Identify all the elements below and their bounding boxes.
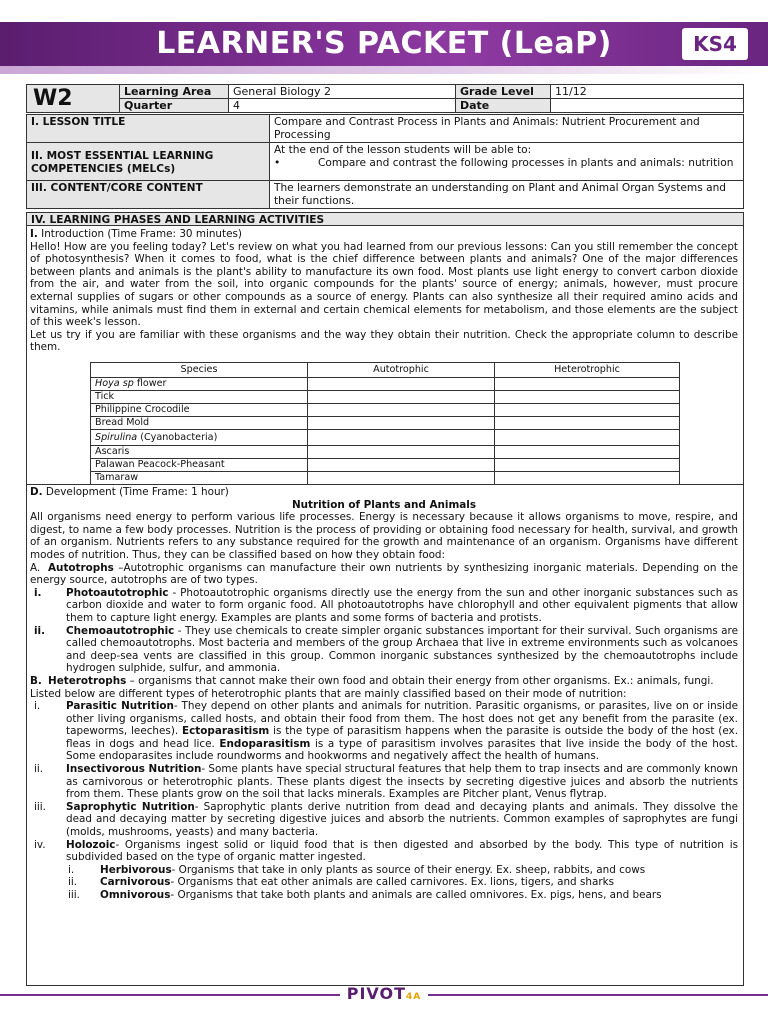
autotrophic-header: Autotrophic (308, 363, 495, 378)
week-label: W2 (27, 85, 120, 113)
footer-rule-right (428, 994, 768, 996)
introduction-instruction: Let us try if you are familiar with these organisms and the way they obtain their nutrition. Check the appropriate column to describe them. (30, 328, 738, 354)
autotrophic-cell[interactable] (308, 472, 495, 485)
learning-area-label: Learning Area (120, 85, 229, 99)
heterotrophic-cell[interactable] (495, 404, 680, 417)
heterotrophic-cell[interactable] (495, 391, 680, 404)
table-row (91, 391, 680, 404)
heterotrophic-cell[interactable] (495, 417, 680, 430)
pivot-logo: PIVOT4A (346, 984, 422, 1003)
quarter-value: 4 (229, 99, 456, 113)
species-name: Philippine Crocodile (91, 404, 308, 417)
table-row (91, 417, 680, 430)
species-name: Bread Mold (91, 417, 308, 430)
introduction-paragraph: Hello! How are you feeling today? Let's review on what you had learned from our previous lessons: Can you still remember the concept of photosynthesis? When it comes to food, what is the chief difference between plants and animals? One of the major differences between plants and animals is the plant's ability to manufacture its own food. Most plants use light energy to convert carbon dioxide from the air, and water from the soil, into organic compounds for the plants' source of energy; animals, however, must procure external supplies of sugars or other compounds as a source of energy. Plants can also synthesize all their required amino acids and vitamins, while animals must find them in external and certain chemical elements for metabolism, and those elements are the subject of this week's lesson. (30, 240, 738, 329)
introduction-heading: I. Introduction (Time Frame: 30 minutes) (30, 228, 242, 240)
species-name: Ascaris (91, 446, 308, 459)
heterotrophic-header: Heterotrophic (495, 363, 680, 378)
autotrophic-cell[interactable] (308, 391, 495, 404)
table-row (91, 472, 680, 485)
lesson-title: Compare and Contrast Process in Plants and Animals: Nutrient Procurement and Processing (270, 115, 744, 143)
species-name: Hoya sp flower (91, 378, 308, 391)
insectivorous-item: ii. Insectivorous Nutrition- Some plants have special structural features that help them to trap insects and are commonly known as carnivorous or heterotrophic plants. These plants digest the insects by secreting digestive juices and absorb the nutrients from them. These plants grow on the soil that lacks minerals. Examples are Pitcher plant, Venus flytrap. (34, 763, 738, 801)
heterotrophic-cell[interactable] (495, 378, 680, 391)
page-banner (0, 8, 768, 80)
chemoautotrophic-item: ii. Chemoautotrophic - They use chemicals to create simpler organic substances important for their survival. Such organisms are called chemoautotrophs. Most bacteria and members of the group Archaea that live in extreme environments such as volcanoes and deep-sea vents are classified in this group. Common inorganic substances synthesized by the chemoautotrophs include hydrogen sulphide, sulfur, and ammonia. (34, 624, 738, 675)
heterotrophic-cell[interactable] (495, 430, 680, 446)
development-title: Nutrition of Plants and Animals (291, 498, 477, 511)
quarter-label: Quarter (120, 99, 229, 113)
carnivorous-item: ii. Carnivorous- Organisms that eat other animals are called carnivores. Ex. lions, tigers, and sharks (68, 876, 615, 889)
development-heading: D. Development (Time Frame: 1 hour) (30, 486, 229, 498)
omnivorous-item: iii. Omnivorous- Organisms that take both plants and animals are called omnivores. Ex. pigs, hens, and bears (68, 889, 662, 901)
autotrophic-cell[interactable] (308, 417, 495, 430)
melc-item-row (274, 157, 739, 170)
species-name: Spirulina (Cyanobacteria) (91, 430, 308, 446)
autotrophic-cell[interactable] (308, 404, 495, 417)
species-table (90, 362, 680, 485)
banner-swoosh (0, 66, 768, 74)
stage-badge-label: KS4 (693, 32, 737, 56)
grade-level-value: 11/12 (551, 85, 744, 99)
table-row (91, 404, 680, 417)
date-label: Date (456, 99, 551, 113)
development-paragraph: All organisms need energy to perform various life processes. Energy is necessary because it allows organisms to move, respire, and digest, to name a few body processes. Nutrition is the process of providing or obtaining food necessary for health, survival, and growth of an organism. Nutrients refers to any substance required for the growth and maintenance of an organism. Organisms have different modes of nutrition. Thus, they can be classified based on how they obtain food: (30, 511, 738, 561)
heterotrophs-item: B. Heterotrophs – organisms that cannot make their own food and obtain their energy from other organisms. Ex.: animals, fungi. (30, 674, 714, 687)
table-row (91, 378, 680, 391)
table-row (91, 430, 680, 446)
banner-title: LEARNER'S PACKET (LeaP) (156, 26, 612, 61)
autotrophs-item: A. Autotrophs –Autotrophic organisms can manufacture their own nutrients by synthesizing inorganic materials. Depending on the energy source, autotrophs are of two types. (30, 561, 738, 587)
table-row (91, 446, 680, 459)
footer-rule-left (0, 994, 340, 996)
melc-item: Compare and contrast the following processes in plants and animals: nutrition (318, 156, 734, 169)
heterotrophic-cell[interactable] (495, 459, 680, 472)
heterotrophic-cell[interactable] (495, 446, 680, 459)
content-text: The learners demonstrate an understanding on Plant and Animal Organ Systems and their functions. (270, 181, 744, 209)
saprophytic-item: iii. Saprophytic Nutrition- Saprophytic plants derive nutrition from dead and decaying plants and animals. They dissolve the dead and decaying matter by secreting digestive juices and absorb the nutrients. Common examples of saprophytes are fungi (molds, mushrooms, yeasts) and many bacteria. (34, 800, 738, 839)
melc-label: II. MOST ESSENTIAL LEARNING COMPETENCIES (MELCs) (27, 143, 270, 181)
photoautotrophic-item: i. Photoautotrophic - Photoautotrophic organisms directly use the energy from the sun and other inorganic substances such as carbon dioxide and water to form organic food. All photoautotrophs have chlorophyll and other equivalent pigments that allow them to capture light energy. Examples are plants and some forms of bacteria and protists. (34, 586, 738, 624)
lesson-table (26, 114, 744, 209)
herbivorous-item: i. Herbivorous- Organisms that take in only plants as source of their energy. Ex. sheep, rabbits, and cows (68, 863, 646, 876)
melc-intro: At the end of the lesson students will be able to: (274, 144, 532, 156)
introduction-section (30, 228, 738, 354)
learning-area-value: General Biology 2 (229, 85, 456, 99)
learning-phases-heading: IV. LEARNING PHASES AND LEARNING ACTIVITIES (26, 212, 744, 226)
species-name: Palawan Peacock-Pheasant (91, 459, 308, 472)
autotrophic-cell[interactable] (308, 446, 495, 459)
parasitic-item: i. Parasitic Nutrition- They depend on other plants and animals for nutrition. Parasitic organisms, or parasites, live on or inside other living organisms, called hosts, and obtain their food from them. The host does not get any benefit from the parasite (ex. tapeworms, leeches). Ectoparasitism is the type of parasitism happens when the parasite is outside the body of the host (ex. fleas in dogs and head lice. Endoparasitism is a type of parasitism involves parasites that live inside the body of the host. Some endoparasites include roundworms and hookworms and negatively affect the health of humans. (34, 700, 738, 763)
table-row (91, 459, 680, 472)
grade-level-label: Grade Level (456, 85, 551, 99)
heterotrophic-cell[interactable] (495, 472, 680, 485)
melc-content (270, 143, 744, 181)
autotrophic-cell[interactable] (308, 430, 495, 446)
holozoic-item: iv. Holozoic- Organisms ingest solid or liquid food that is then digested and absorbed by the body. This type of nutrition is subdivided based on the type of organic matter ingested. (34, 838, 738, 864)
development-section (30, 486, 738, 902)
lesson-title-label: I. LESSON TITLE (27, 115, 270, 143)
autotrophic-cell[interactable] (308, 459, 495, 472)
content-label: III. CONTENT/CORE CONTENT (27, 181, 270, 209)
bullet-icon: • (274, 156, 281, 169)
heterotrophs-intro: Listed below are different types of heterotrophic plants that are mainly classified based on their mode of nutrition: (30, 687, 627, 700)
species-name: Tamaraw (91, 472, 308, 485)
species-name: Tick (91, 391, 308, 404)
autotrophic-cell[interactable] (308, 378, 495, 391)
species-header: Species (91, 363, 308, 378)
header-table (26, 84, 744, 113)
date-value (551, 99, 744, 113)
